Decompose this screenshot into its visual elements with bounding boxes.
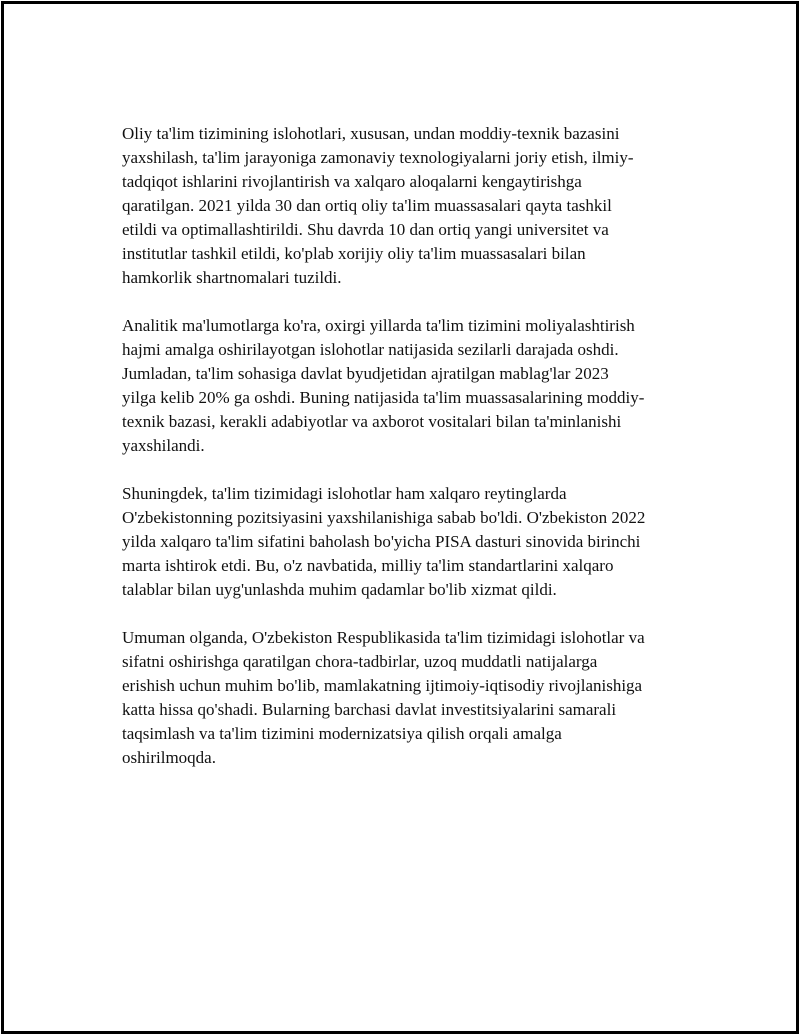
text-line: hamkorlik shartnomalari tuzildi. [122, 268, 342, 287]
text-line: katta hissa qo'shadi. Bularning barchasi davlat investitsiyalarini samarali [122, 700, 617, 719]
text-line: erishish uchun muhim bo'lib, mamlakatning ijtimoiy-iqtisodiy rivojlanishiga [122, 676, 643, 695]
text-line: institutlar tashkil etildi, ko'plab xorijiy oliy ta'lim muassasalari bilan [122, 244, 586, 263]
text-line: texnik bazasi, kerakli adabiyotlar va axborot vositalari bilan ta'minlanishi [122, 412, 622, 431]
document-body [122, 122, 694, 794]
text-line: Jumladan, ta'lim sohasiga davlat byudjetidan ajratilgan mablag'lar 2023 [122, 364, 609, 383]
text-line: taqsimlash va ta'lim tizimini modernizatsiya qilish orqali amalga [122, 724, 562, 743]
paragraph-2 [122, 314, 694, 458]
text-line: oshirilmoqda. [122, 748, 216, 767]
text-line: etildi va optimallashtirildi. Shu davrda 10 dan ortiq yangi universitet va [122, 220, 609, 239]
paragraph-3 [122, 482, 694, 602]
text-line: Oliy ta'lim tizimining islohotlari, xususan, undan moddiy-texnik bazasini [122, 124, 620, 143]
text-line: yaxshilandi. [122, 436, 205, 455]
text-line: Analitik ma'lumotlarga ko'ra, oxirgi yillarda ta'lim tizimini moliyalashtirish [122, 316, 635, 335]
paragraph-4 [122, 626, 694, 770]
text-line: qaratilgan. 2021 yilda 30 dan ortiq oliy ta'lim muassasalari qayta tashkil [122, 196, 612, 215]
paragraph-1 [122, 122, 694, 290]
text-line: Shuningdek, ta'lim tizimidagi islohotlar ham xalqaro reytinglarda [122, 484, 567, 503]
text-line: tadqiqot ishlarini rivojlantirish va xalqaro aloqalarni kengaytirishga [122, 172, 582, 191]
document-page [1, 1, 799, 1034]
text-line: Umuman olganda, O'zbekiston Respublikasida ta'lim tizimidagi islohotlar va [122, 628, 645, 647]
text-line: yaxshilash, ta'lim jarayoniga zamonaviy texnologiyalarni joriy etish, ilmiy- [122, 148, 634, 167]
text-line: hajmi amalga oshirilayotgan islohotlar natijasida sezilarli darajada oshdi. [122, 340, 619, 359]
text-line: O'zbekistonning pozitsiyasini yaxshilanishiga sabab bo'ldi. O'zbekiston 2022 [122, 508, 646, 527]
text-line: talablar bilan uyg'unlashda muhim qadamlar bo'lib xizmat qildi. [122, 580, 557, 599]
text-line: yilga kelib 20% ga oshdi. Buning natijasida ta'lim muassasalarining moddiy- [122, 388, 645, 407]
text-line: yilda xalqaro ta'lim sifatini baholash bo'yicha PISA dasturi sinovida birinchi [122, 532, 641, 551]
text-line: sifatni oshirishga qaratilgan chora-tadbirlar, uzoq muddatli natijalarga [122, 652, 598, 671]
text-line: marta ishtirok etdi. Bu, o'z navbatida, milliy ta'lim standartlarini xalqaro [122, 556, 614, 575]
